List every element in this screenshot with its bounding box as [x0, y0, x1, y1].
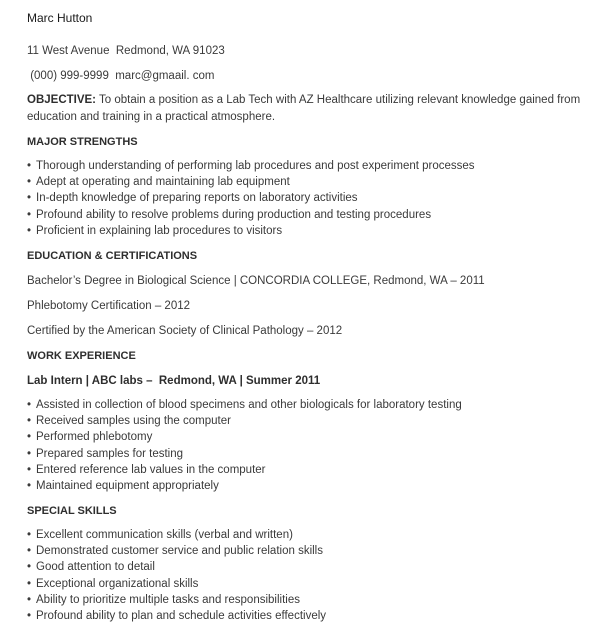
- list-item: • Excellent communication skills (verbal and written): [27, 527, 326, 543]
- objective-text: To obtain a position as a Lab Tech with AZ Healthcare utilizing relevant knowledge gained from education and training in a practical atmosphere.: [27, 94, 581, 123]
- bullet-icon: •: [27, 463, 32, 476]
- bullet-icon: •: [27, 160, 32, 172]
- bullet-icon: •: [27, 561, 32, 574]
- bullet-icon: •: [27, 593, 32, 606]
- bullet-icon: •: [27, 480, 32, 493]
- list-item: • Performed phlebotomy: [27, 429, 462, 445]
- section-heading-skills: SPECIAL SKILLS: [27, 505, 117, 517]
- job-title: Lab Intern | ABC labs – Redmond, WA | Summer 2011: [27, 375, 321, 387]
- bullet-icon: •: [27, 208, 32, 221]
- section-heading-education: EDUCATION & CERTIFICATIONS: [27, 250, 198, 262]
- contact-info: (000) 999-9999 marc@gmaail. com: [27, 70, 215, 82]
- bullet-icon: •: [27, 545, 32, 558]
- strengths-list: [27, 158, 475, 239]
- section-heading-work: WORK EXPERIENCE: [27, 350, 136, 362]
- candidate-name: Marc Hutton: [27, 11, 93, 25]
- bullet-icon: •: [27, 224, 32, 237]
- work-duties-list: [27, 397, 462, 494]
- list-item: • Exceptional organizational skills: [27, 576, 326, 592]
- objective-label: OBJECTIVE:: [27, 94, 97, 106]
- list-item: • Assisted in collection of blood specimens and other biologicals for laboratory testing: [27, 397, 462, 413]
- list-item: • Adept at operating and maintaining lab equipment: [27, 174, 475, 190]
- address: 11 West Avenue Redmond, WA 91023: [27, 45, 225, 57]
- list-item: • In-depth knowledge of preparing reports on laboratory activities: [27, 190, 475, 206]
- section-heading-strengths: MAJOR STRENGTHS: [27, 136, 138, 148]
- bullet-icon: •: [27, 399, 32, 411]
- list-item: • Prepared samples for testing: [27, 446, 462, 462]
- bullet-icon: •: [27, 431, 32, 444]
- education-item: Certified by the American Society of Clinical Pathology – 2012: [27, 325, 343, 337]
- list-item: • Profound ability to resolve problems during production and testing procedures: [27, 207, 475, 223]
- list-item: • Good attention to detail: [27, 559, 326, 575]
- list-item: • Ability to prioritize multiple tasks and responsibilities: [27, 592, 326, 608]
- list-item: • Received samples using the computer: [27, 413, 462, 429]
- objective: [27, 92, 602, 125]
- bullet-icon: •: [27, 176, 32, 189]
- list-item: • Demonstrated customer service and public relation skills: [27, 543, 326, 559]
- bullet-icon: •: [27, 192, 32, 205]
- list-item: • Profound ability to plan and schedule activities effectively: [27, 608, 326, 624]
- list-item: • Thorough understanding of performing lab procedures and post experiment processes: [27, 158, 475, 174]
- bullet-icon: •: [27, 610, 32, 623]
- education-item: Bachelor’s Degree in Biological Science | CONCORDIA COLLEGE, Redmond, WA – 2011: [27, 275, 485, 287]
- bullet-icon: •: [27, 577, 32, 590]
- list-item: • Maintained equipment appropriately: [27, 478, 462, 494]
- list-item: • Proficient in explaining lab procedures to visitors: [27, 223, 475, 239]
- skills-list: [27, 527, 326, 624]
- list-item: • Entered reference lab values in the computer: [27, 462, 462, 478]
- bullet-icon: •: [27, 529, 32, 541]
- education-item: Phlebotomy Certification – 2012: [27, 300, 191, 312]
- bullet-icon: •: [27, 447, 32, 460]
- bullet-icon: •: [27, 415, 32, 428]
